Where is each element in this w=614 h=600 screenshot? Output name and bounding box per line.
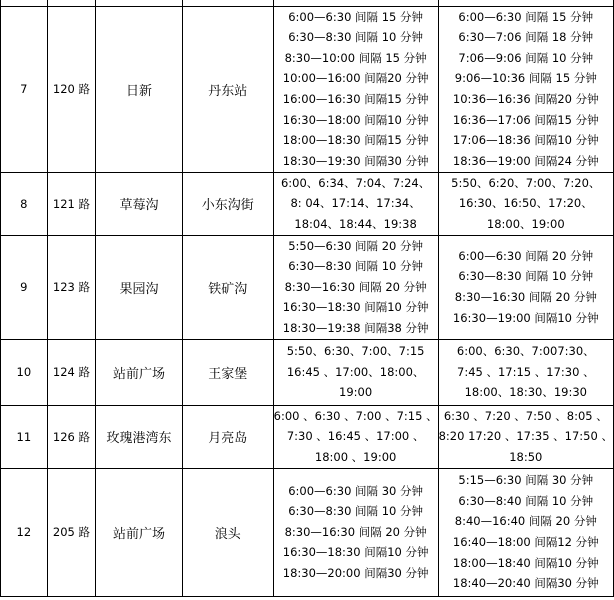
destination-stop-cell: 小东沟街	[182, 172, 273, 235]
table-row	[1, 339, 614, 405]
schedule-line: 6:00—6:30 间隔 15 分钟	[288, 9, 423, 24]
schedule-line: 6:30—8:30 间隔 10 分钟	[288, 504, 423, 519]
route-name-cell: 126 路	[47, 405, 96, 468]
schedule-line: 6:00—6:30 间隔 30 分钟	[288, 483, 423, 498]
schedule-line: 6:30 、7:20 、7:50 、8:05 、	[443, 408, 608, 423]
route-name-cell: 121 路	[47, 172, 96, 235]
schedule-line: 8:40—16:40 间隔 20 分钟	[454, 514, 597, 529]
schedule-line: 18:30—20:00 间隔30 分钟	[282, 565, 429, 580]
schedule-line: 16:30—18:30 间隔10 分钟	[282, 300, 429, 315]
origin-stop-cell: 日新	[96, 6, 183, 172]
schedule-line: 16:30—18:00 间隔10 分钟	[282, 112, 429, 127]
origin-stop-cell: 草莓沟	[96, 172, 183, 235]
route-name-cell: 123 路	[47, 235, 96, 339]
departure-schedule-b-cell	[438, 235, 613, 339]
schedule-line: 7:30 、16:45 、17:00 、	[286, 429, 425, 444]
table-row	[1, 6, 614, 172]
departure-schedule-b-cell	[438, 339, 613, 405]
origin-stop-cell: 果园沟	[96, 235, 183, 339]
departure-schedule-a-cell	[273, 468, 438, 596]
schedule-line: 6:00 、6:30 、7:00 、7:15 、	[273, 408, 438, 423]
schedule-line: 6:30—7:06 间隔 18 分钟	[458, 30, 594, 45]
destination-stop-cell: 王家堡	[182, 339, 273, 405]
table-row	[1, 405, 614, 468]
schedule-line: 17:06—18:36 间隔10 分钟	[452, 133, 599, 148]
route-number-cell: 11	[1, 405, 48, 468]
schedule-line: 10:36—16:36 间隔20 分钟	[452, 92, 599, 106]
schedule-line: 6:30—8:30 间隔 10 分钟	[288, 30, 423, 45]
departure-schedule-a-cell	[273, 405, 438, 468]
schedule-line: 8:30—16:30 间隔 20 分钟	[284, 279, 427, 294]
schedule-line: 7:06—9:06 间隔 10 分钟	[458, 50, 594, 65]
route-number-cell: 8	[1, 172, 48, 235]
departure-schedule-a-cell	[273, 172, 438, 235]
schedule-line: 16:45 、17:00、18:00、	[286, 364, 425, 379]
schedule-line: 16:30—19:00 间隔10 分钟	[452, 310, 599, 325]
schedule-line: 18:04、18:44、19:38	[294, 216, 417, 231]
route-number-cell: 9	[1, 235, 48, 339]
schedule-line: 7:45 、17:15 、17:30 、	[457, 364, 595, 379]
schedule-line: 8:30—16:30 间隔 20 分钟	[454, 290, 597, 304]
table-row	[1, 468, 614, 596]
route-name-cell: 124 路	[47, 339, 96, 405]
route-name-cell: 205 路	[47, 468, 96, 596]
schedule-line: 5:50、6:30、7:00、7:15	[286, 344, 425, 359]
schedule-line: 8:20 17:20 、17:35 、17:50 、	[438, 429, 613, 444]
schedule-line: 8: 04、17:14、17:34、	[290, 196, 421, 211]
schedule-line: 18:00—18:30 间隔15 分钟	[282, 133, 429, 148]
schedule-line: 6:30—8:30 间隔 10 分钟	[288, 259, 423, 274]
schedule-line: 5:15—6:30 间隔 30 分钟	[458, 473, 594, 488]
table-row	[1, 172, 614, 235]
destination-stop-cell: 月亮岛	[182, 405, 273, 468]
schedule-line: 18:30—19:30 间隔30 分钟	[282, 153, 429, 168]
schedule-line: 18:00、18:30、19:30	[464, 385, 587, 400]
schedule-line: 18:36—19:00 间隔24 分钟	[452, 153, 599, 168]
schedule-line: 8:30—10:00 间隔 15 分钟	[284, 50, 427, 65]
route-number-cell: 10	[1, 339, 48, 405]
schedule-line: 5:50、6:20、7:00、7:20、	[451, 175, 601, 190]
schedule-line: 18:00 、19:00	[314, 449, 397, 464]
departure-schedule-b-cell	[438, 6, 613, 172]
route-name-cell: 120 路	[47, 6, 96, 172]
schedule-line: 6:30—8:30 间隔 10 分钟	[458, 269, 594, 284]
schedule-line: 6:00、6:30、7:007:30、	[456, 344, 595, 359]
route-number-cell: 7	[1, 6, 48, 172]
schedule-line: 18:40—20:40 间隔30 分钟	[452, 576, 599, 591]
destination-stop-cell: 丹东站	[182, 6, 273, 172]
schedule-line: 16:00—16:30 间隔15 分钟	[282, 92, 429, 106]
schedule-line: 6:30—8:40 间隔 10 分钟	[458, 493, 594, 508]
origin-stop-cell: 玫瑰港湾东	[96, 405, 183, 468]
schedule-line: 18:30—19:38 间隔38 分钟	[282, 320, 429, 335]
schedule-line: 18:00—18:40 间隔10 分钟	[452, 555, 599, 570]
origin-stop-cell: 站前广场	[96, 339, 183, 405]
route-number-cell: 12	[1, 468, 48, 596]
schedule-line: 6:00、6:34、7:04、7:24、	[280, 175, 431, 190]
schedule-line: 10:00—16:00 间隔20 分钟	[282, 71, 429, 86]
schedule-line: 5:50—6:30 间隔 20 分钟	[288, 238, 423, 253]
schedule-line: 6:00—6:30 间隔 20 分钟	[458, 248, 594, 263]
departure-schedule-b-cell	[438, 405, 613, 468]
schedule-line: 16:40—18:00 间隔12 分钟	[452, 535, 599, 549]
departure-schedule-a-cell	[273, 6, 438, 172]
origin-stop-cell: 站前广场	[96, 468, 183, 596]
schedule-line: 16:36—17:06 间隔15 分钟	[452, 112, 599, 127]
destination-stop-cell: 铁矿沟	[182, 235, 273, 339]
departure-schedule-b-cell	[438, 172, 613, 235]
departure-schedule-a-cell	[273, 339, 438, 405]
schedule-line: 8:30—16:30 间隔 20 分钟	[284, 524, 427, 539]
schedule-line: 18:50	[509, 449, 543, 464]
schedule-line: 16:30、16:50、17:20、	[458, 196, 593, 211]
departure-schedule-b-cell	[438, 468, 613, 596]
schedule-line: 18:00、19:00	[486, 216, 565, 231]
schedule-line: 9:06—10:36 间隔 15 分钟	[454, 71, 597, 86]
table-row	[1, 235, 614, 339]
destination-stop-cell: 浪头	[182, 468, 273, 596]
schedule-line: 16:30—18:30 间隔10 分钟	[282, 545, 429, 560]
departure-schedule-a-cell	[273, 235, 438, 339]
schedule-line: 6:00—6:30 间隔 15 分钟	[458, 9, 594, 24]
schedule-line: 19:00	[339, 385, 373, 400]
